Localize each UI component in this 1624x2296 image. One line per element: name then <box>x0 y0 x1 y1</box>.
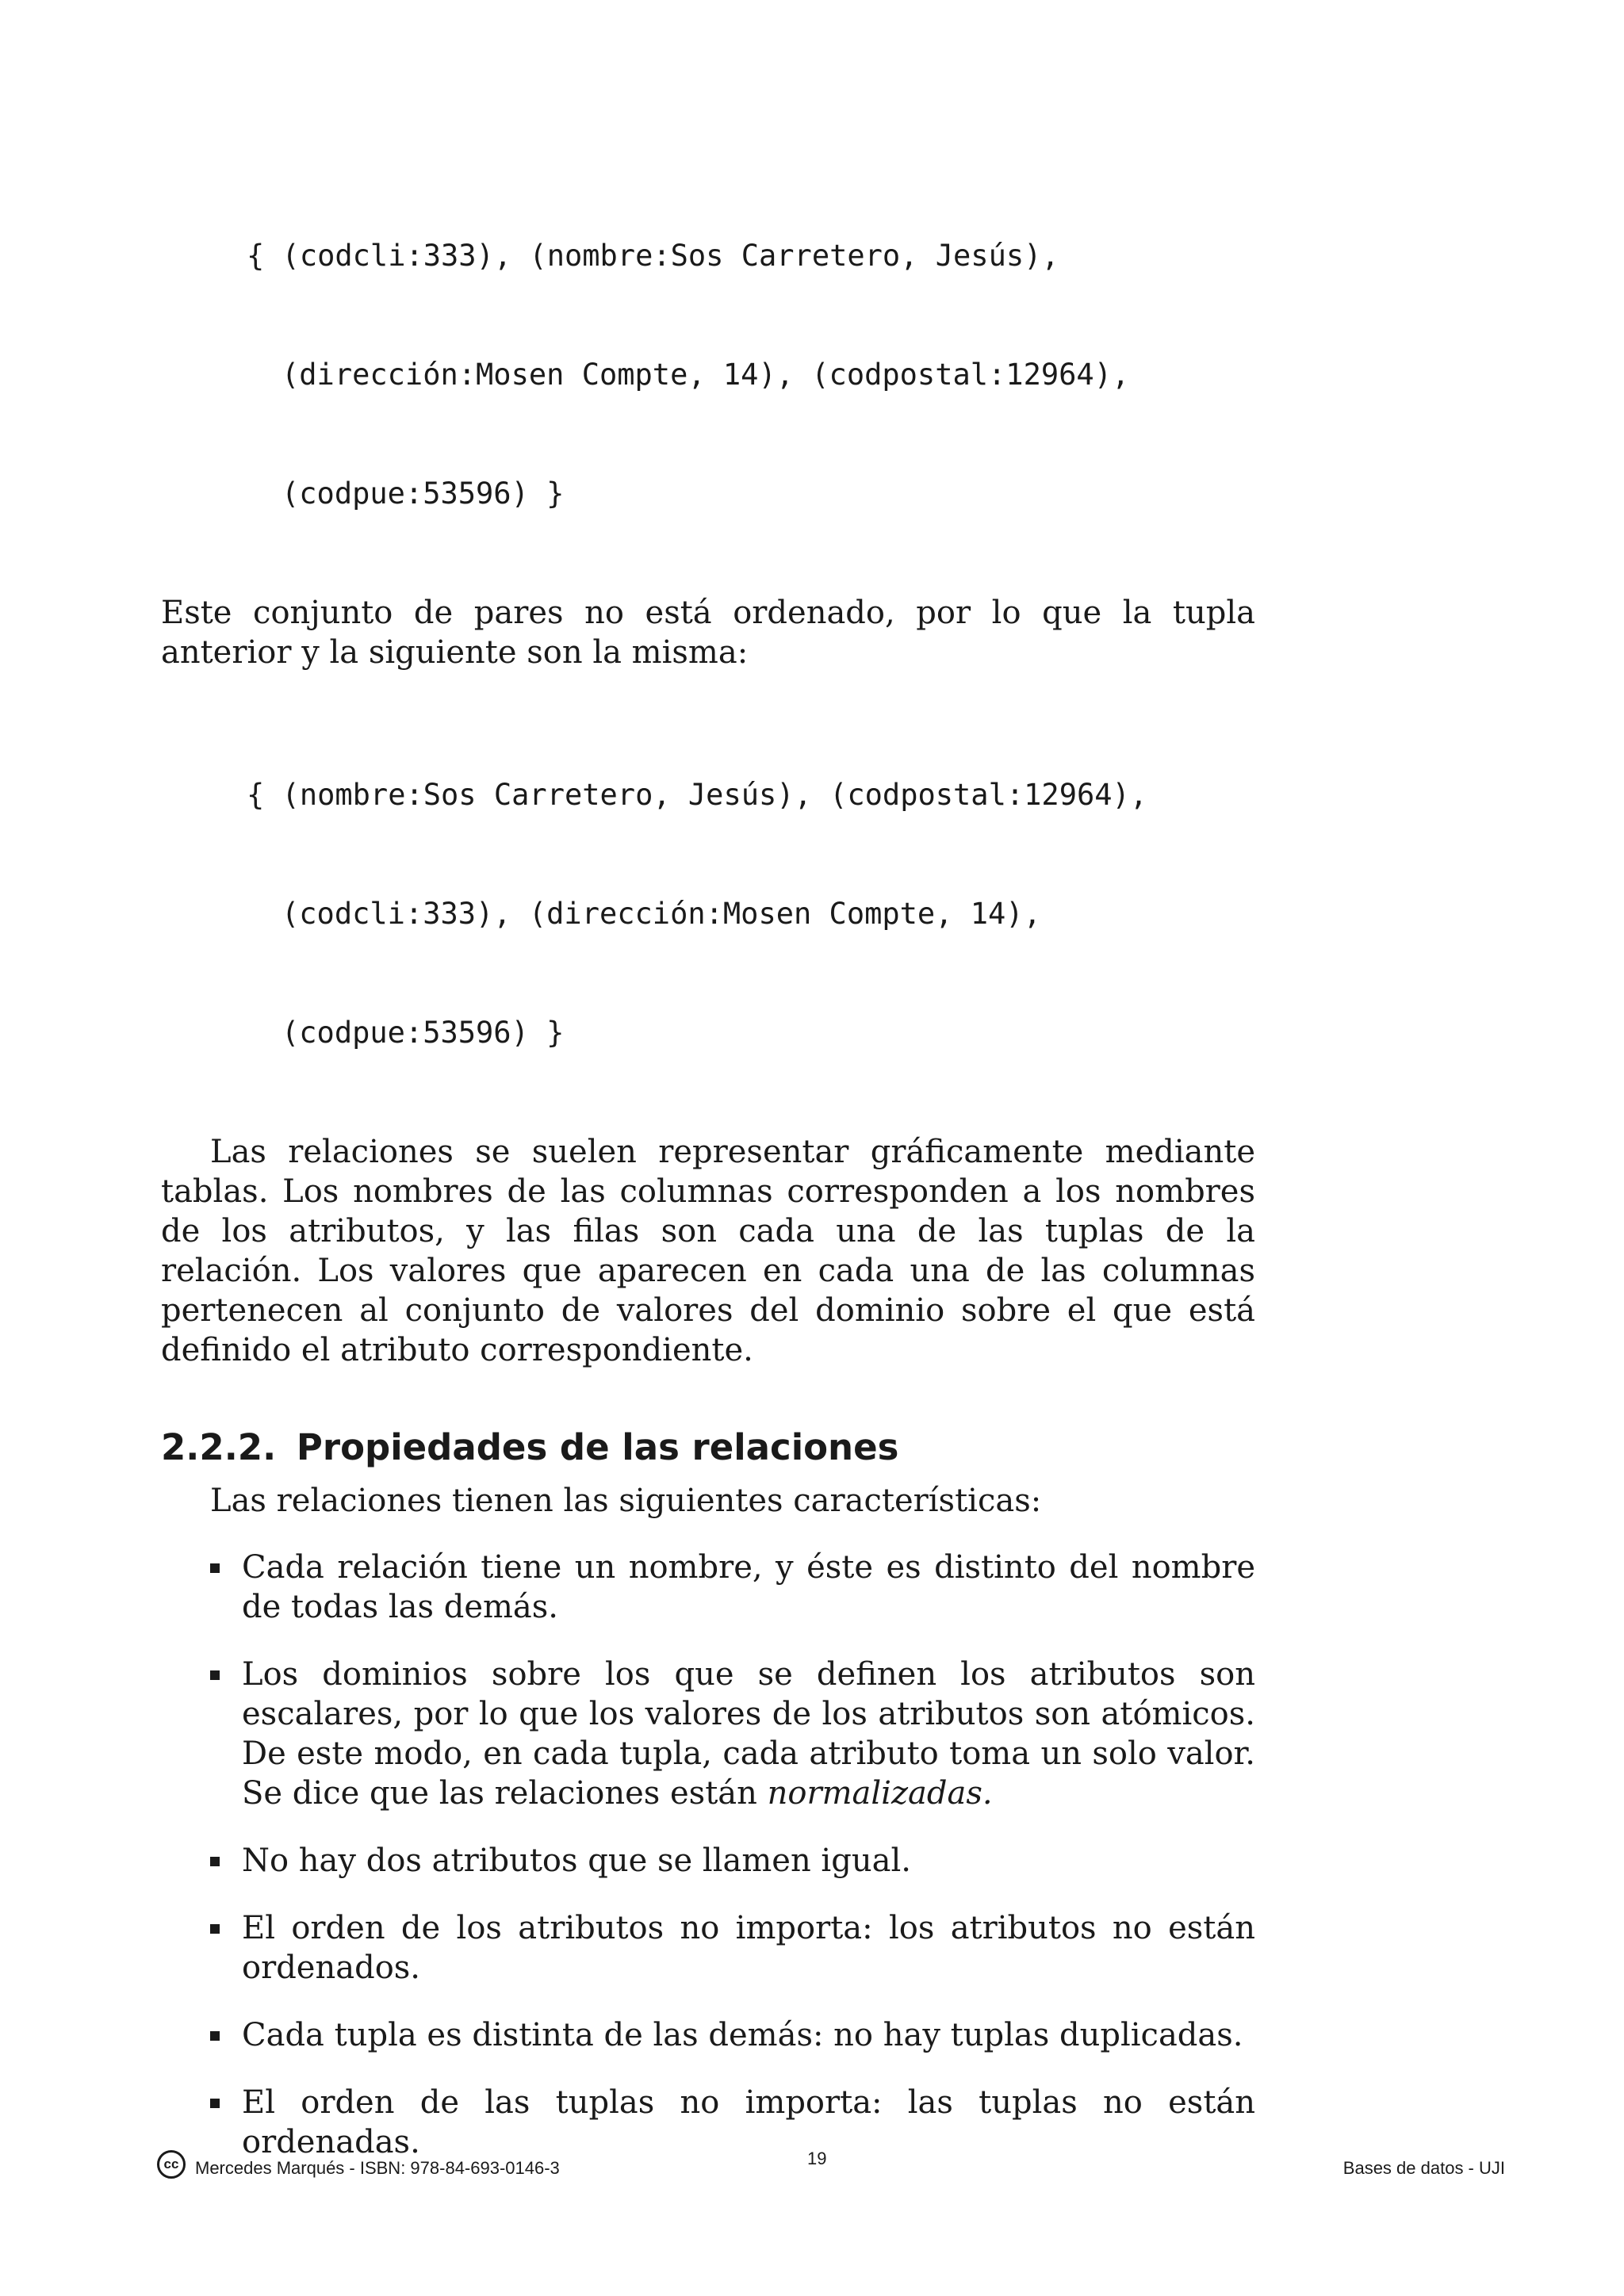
list-item-text: Cada tupla es distinta de las demás: no hay tuplas duplicadas. <box>242 2017 1243 2053</box>
list-item-text: Los dominios sobre los que se definen los atributos son escalares, por lo que los valores de los atributos son atómicos. De este modo, en cada tupla, cada atributo toma un solo valor. Se dice que las relaciones están <box>242 1656 1255 1812</box>
properties-list <box>161 1548 1255 2162</box>
code-line: (codcli:333), (dirección:Mosen Compte, 14), <box>282 897 1041 931</box>
square-bullet-icon <box>210 1670 220 1680</box>
code-line: (codpue:53596) } <box>282 476 565 511</box>
list-item-text: El orden de los atributos no importa: los atributos no están ordenados. <box>242 1910 1255 1986</box>
page-content <box>161 157 1255 2190</box>
square-bullet-icon <box>210 2031 220 2041</box>
emphasis-normalizadas: normalizadas. <box>767 1775 993 1812</box>
code-line: (dirección:Mosen Compte, 14), (codpostal:12964), <box>282 358 1130 392</box>
list-item-text: Cada relación tiene un nombre, y éste es distinto del nombre de todas las demás. <box>242 1549 1255 1625</box>
code-block-tuple-1 <box>247 157 1255 593</box>
square-bullet-icon <box>210 2099 220 2108</box>
creative-commons-icon: cc <box>157 2150 186 2179</box>
paragraph-table-representation: Las relaciones se suelen representar gráficamente mediante tablas. Los nombres de las columnas corresponden a los nombres de los atributos, y las filas son cada una de las tuplas de la relación. Los valores que aparecen en cada una de las columnas pertenecen al conjunto de valores del dominio sobre el que está definido el atributo correspondiente. <box>161 1134 1255 1368</box>
square-bullet-icon <box>210 1857 220 1866</box>
footer-book-title: Bases de datos - UJI <box>1342 2158 1505 2178</box>
paragraph-characteristics-intro: Las relaciones tienen las siguientes características: <box>210 1483 1042 1519</box>
page-footer <box>157 2149 1505 2188</box>
list-item <box>161 1841 1255 1881</box>
list-item <box>161 1655 1255 1813</box>
code-line: (codpue:53596) } <box>282 1016 565 1050</box>
list-item <box>161 1548 1255 1627</box>
list-item <box>161 2015 1255 2055</box>
code-block-tuple-2 <box>247 696 1255 1132</box>
square-bullet-icon <box>210 1563 220 1573</box>
square-bullet-icon <box>210 1924 220 1934</box>
code-line: { (nombre:Sos Carretero, Jesús), (codpostal:12964), <box>247 778 1148 812</box>
section-title: Propiedades de las relaciones <box>296 1426 899 1468</box>
list-item-text: No hay dos atributos que se llamen igual. <box>242 1843 911 1879</box>
code-line: { (codcli:333), (nombre:Sos Carretero, Jesús), <box>247 239 1059 273</box>
list-item <box>161 1908 1255 1988</box>
paragraph-unordered-pairs: Este conjunto de pares no está ordenado, por lo que la tupla anterior y la siguiente son la misma: <box>161 595 1255 671</box>
footer-author-isbn: Mercedes Marqués - ISBN: 978-84-693-0146-3 <box>195 2158 560 2178</box>
section-number: 2.2.2. <box>161 1426 277 1468</box>
page-number: 19 <box>807 2149 827 2168</box>
list-item-text: El orden de las tuplas no importa: las tuplas no están ordenadas. <box>242 2084 1255 2160</box>
section-heading <box>161 1425 1255 1470</box>
